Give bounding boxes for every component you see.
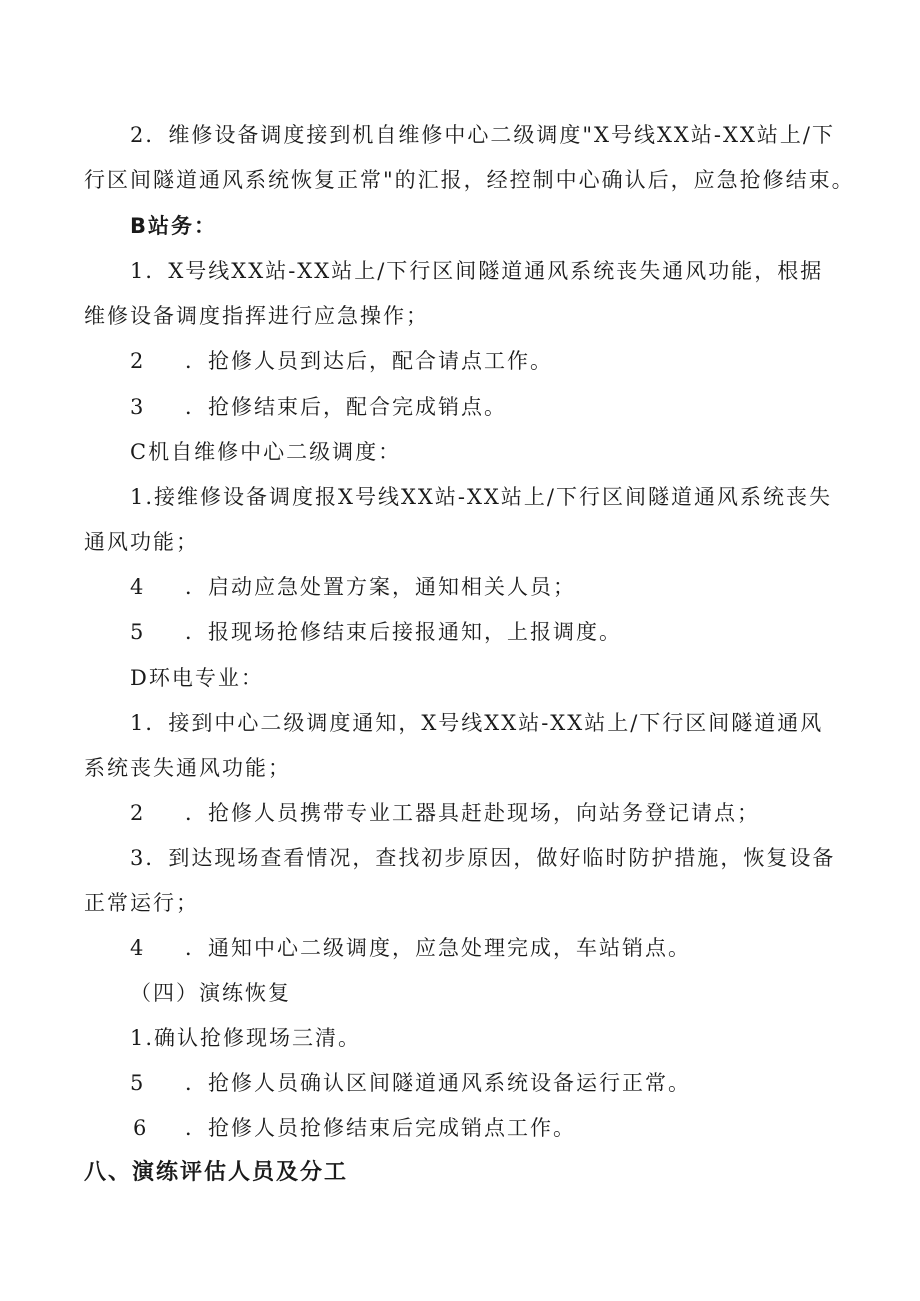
list-number: 4 (130, 575, 144, 599)
paragraph-line: 通风功能； (84, 530, 199, 554)
paragraph-line: ．抢修人员抢修结束后完成销点工作。 (185, 1116, 576, 1140)
section-heading-8: 八、演练评估人员及分工 (84, 1160, 349, 1185)
list-number: 5 (130, 620, 144, 644)
paragraph-line: 3．到达现场查看情况，查找初步原因，做好临时防护措施，恢复设备 (130, 846, 836, 870)
paragraph-line: 维修设备调度指挥进行应急操作； (84, 304, 429, 328)
paragraph-line: ．抢修结束后，配合完成销点。 (185, 395, 507, 419)
paragraph-line: 行区间隧道通风系统恢复正常"的汇报，经控制中心确认后，应急抢修结束。 (84, 168, 855, 192)
paragraph-line: ．通知中心二级调度，应急处理完成，车站销点。 (185, 936, 691, 960)
section-heading-d: D环电专业： (130, 666, 264, 690)
paragraph-line: 正常运行； (84, 891, 199, 915)
paragraph-line: 系统丧失通风功能； (84, 756, 291, 780)
paragraph-line: 1.接维修设备调度报X号线XX站-XX站上/下行区间隧道通风系统丧失 (130, 485, 832, 509)
paragraph-line: 1．X号线XX站-XX站上/下行区间隧道通风系统丧失通风功能，根据 (130, 259, 824, 283)
list-number: 4 (130, 936, 144, 960)
list-number: 2 (130, 801, 144, 825)
list-number: 6 (133, 1116, 147, 1140)
list-number: 3 (130, 395, 144, 419)
list-number: 2 (130, 349, 144, 373)
paragraph-line: ．抢修人员携带专业工器具赶赴现场，向站务登记请点； (185, 801, 760, 825)
list-number: 5 (130, 1071, 144, 1095)
paragraph-line: 1.确认抢修现场三清。 (130, 1026, 362, 1050)
paragraph-line: ．抢修人员确认区间隧道通风系统设备运行正常。 (185, 1071, 691, 1095)
paragraph-line: 2．维修设备调度接到机自维修中心二级调度"X号线XX站-XX站上/下 (130, 123, 835, 147)
paragraph-line: ．抢修人员到达后，配合请点工作。 (185, 349, 553, 373)
section-heading-c: C机自维修中心二级调度： (130, 440, 402, 464)
section-heading-4: （四）演练恢复 (130, 981, 291, 1005)
paragraph-line: 1．接到中心二级调度通知，X号线XX站-XX站上/下行区间隧道通风 (130, 711, 824, 735)
section-heading-b: B站务： (130, 214, 218, 238)
paragraph-line: ．报现场抢修结束后接报通知，上报调度。 (185, 620, 622, 644)
paragraph-line: ．启动应急处置方案，通知相关人员； (185, 575, 576, 599)
